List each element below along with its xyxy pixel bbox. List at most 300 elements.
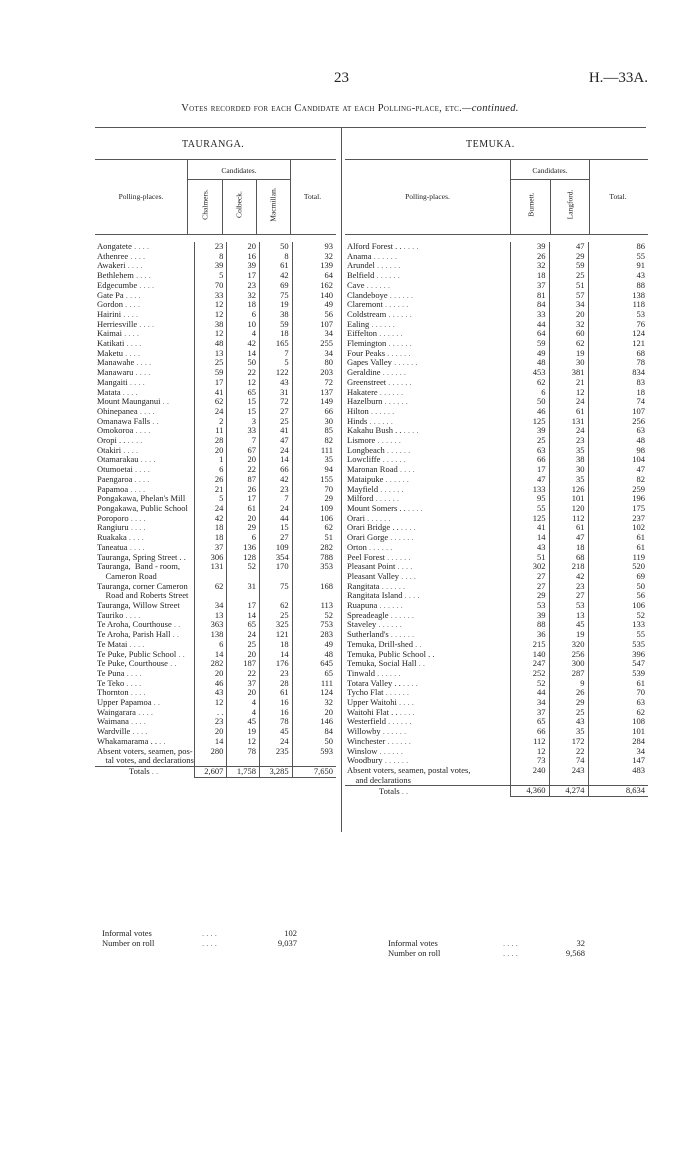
vote-cell: 20 xyxy=(194,727,227,737)
polling-place-name: Rangiuru xyxy=(97,523,129,533)
vote-cell: 69 xyxy=(260,281,293,291)
row-total-cell: 111 xyxy=(292,446,336,456)
table-row xyxy=(345,717,648,727)
vote-cell: 381 xyxy=(549,368,588,378)
row-total-cell: 52 xyxy=(588,611,648,621)
polling-place-cell xyxy=(95,737,194,747)
polling-place-name: Claremont xyxy=(347,300,383,310)
leader-dots: . . . . . . xyxy=(370,406,395,416)
table-row xyxy=(95,320,336,330)
table-row xyxy=(345,514,648,524)
row-total-cell: 88 xyxy=(588,281,648,291)
leader-dots: . . . . xyxy=(130,523,146,533)
vote-cell: 88 xyxy=(510,620,549,630)
vote-cell: 11 xyxy=(194,426,227,436)
vote-cell xyxy=(260,572,293,582)
polling-place-name: Papamoa xyxy=(97,484,129,494)
vote-cell: 59 xyxy=(260,320,293,330)
polling-place-cell xyxy=(345,349,510,359)
table-row xyxy=(95,291,336,301)
table-row xyxy=(95,271,336,281)
polling-place-name: Te Matai xyxy=(97,639,128,649)
page-heading xyxy=(0,103,700,114)
polling-place-name: Taneatua xyxy=(97,542,128,552)
polling-place-name: Temuka, Drill-shed xyxy=(347,639,413,649)
roll-label: Number on roll xyxy=(388,948,441,958)
leader-dots: . . . . xyxy=(135,465,150,475)
table-row xyxy=(345,543,648,553)
vote-cell: 12 xyxy=(227,378,260,388)
polling-place-cell xyxy=(95,727,194,737)
polling-place-cell xyxy=(95,446,194,456)
vote-cell: 282 xyxy=(194,659,227,669)
table-row xyxy=(345,310,648,320)
polling-place-name: Absent voters, seamen, pos- xyxy=(97,746,193,756)
row-total-cell: 98 xyxy=(588,446,648,456)
vote-cell: 31 xyxy=(227,582,260,592)
polling-place-cell xyxy=(345,591,510,601)
vote-cell: 187 xyxy=(227,659,260,669)
leader-dots: . . . . . . xyxy=(377,668,401,678)
vote-cell: 61 xyxy=(227,504,260,514)
vote-cell: 43 xyxy=(510,543,549,553)
polling-place-name: Poroporo xyxy=(97,513,129,523)
row-total-cell: 108 xyxy=(588,717,648,727)
temuka-candidates-header: Candidates. xyxy=(532,166,568,175)
leader-dots: . . xyxy=(159,736,166,746)
row-total-cell: 593 xyxy=(292,747,336,757)
vote-cell: 42 xyxy=(260,475,293,485)
vote-cell: 30 xyxy=(549,465,588,475)
vote-cell: 109 xyxy=(260,543,293,553)
row-total-cell: 124 xyxy=(588,329,648,339)
table-row xyxy=(345,388,648,398)
vote-cell: 20 xyxy=(227,514,260,524)
totals-label: Totals xyxy=(379,785,400,796)
table-row xyxy=(345,553,648,563)
polling-place-cell xyxy=(345,329,510,339)
polling-place-name: Tauranga, Spring Street . . xyxy=(97,552,186,562)
vote-cell: 44 xyxy=(260,514,293,524)
vote-cell: 75 xyxy=(260,291,293,301)
leader-dots: . . . . xyxy=(399,465,415,475)
polling-place-name: Te Aroha, Courthouse xyxy=(97,620,172,630)
vote-cell: 20 xyxy=(194,446,227,456)
vote-cell: 59 xyxy=(194,368,227,378)
polling-place-name: Orari Bridge . . xyxy=(347,523,399,533)
row-total-cell xyxy=(292,591,336,601)
vote-cell: 37 xyxy=(510,708,549,718)
leader-dots: . . . . . . xyxy=(385,474,409,484)
polling-place-cell xyxy=(95,601,194,611)
table-row xyxy=(95,727,336,737)
table-row xyxy=(95,756,336,766)
row-total-cell: 66 xyxy=(292,407,336,417)
polling-place-name: Upper Papamoa xyxy=(97,698,152,708)
vote-cell: . . xyxy=(194,708,227,718)
polling-place-cell xyxy=(345,426,510,436)
temuka-header xyxy=(345,159,648,235)
leader-dots: . . . . xyxy=(403,242,419,251)
polling-place-name: Orari xyxy=(347,513,365,523)
polling-place-cell xyxy=(95,358,194,368)
leader-dots: . . . . xyxy=(132,727,148,737)
row-total-cell: 753 xyxy=(292,620,336,630)
polling-place-cell xyxy=(95,320,194,330)
vote-cell: 70 xyxy=(194,281,227,291)
polling-place-name: Greenstreet xyxy=(347,377,387,387)
vote-cell: 25 xyxy=(510,436,549,446)
polling-place-cell xyxy=(95,523,194,533)
polling-place-cell xyxy=(95,426,194,436)
polling-place-name: Willowby xyxy=(347,727,381,737)
leader-dots: . . . . . . xyxy=(369,416,393,426)
vote-cell: 72 xyxy=(260,397,293,407)
polling-place-cell xyxy=(345,659,510,669)
table-row xyxy=(345,737,648,747)
row-total-cell: 196 xyxy=(588,494,648,504)
tauranga-footer xyxy=(102,928,297,948)
polling-place-name: Winchester xyxy=(347,736,386,746)
vote-cell: 65 xyxy=(510,717,549,727)
polling-place-cell xyxy=(345,514,510,524)
table-row xyxy=(95,650,336,660)
vote-cell: 33 xyxy=(194,291,227,301)
tauranga-candidates-group xyxy=(187,160,291,234)
leader-dots: . . . . . . xyxy=(376,271,400,281)
table-row xyxy=(95,591,336,601)
table-row xyxy=(95,708,336,718)
leader-dots: . . . . xyxy=(399,707,415,717)
polling-place-name: Manawaru xyxy=(97,368,134,378)
polling-place-cell xyxy=(95,611,194,621)
row-total-cell: 47 xyxy=(588,465,648,475)
vote-cell: 59 xyxy=(510,339,549,349)
row-total-cell: 109 xyxy=(292,504,336,514)
heading-continued: —continued. xyxy=(462,103,519,114)
vote-cell: 17 xyxy=(227,494,260,504)
polling-place-name: Ruakaka xyxy=(97,533,127,543)
polling-place-cell xyxy=(345,630,510,640)
vote-cell: 48 xyxy=(510,358,549,368)
candidate-burnett: Burnett. xyxy=(526,192,536,217)
vote-cell: 14 xyxy=(260,455,293,465)
vote-cell: 42 xyxy=(549,572,588,582)
vote-cell: 16 xyxy=(260,708,293,718)
polling-place-cell xyxy=(345,485,510,495)
vote-cell: 43 xyxy=(549,717,588,727)
leader-dots: . . . . . . xyxy=(385,300,409,310)
vote-cell: 14 xyxy=(227,349,260,359)
leader-dots: . . . . xyxy=(125,290,141,300)
tauranga-candidates-header: Candidates. xyxy=(221,166,257,175)
row-total-cell: 788 xyxy=(292,553,336,563)
row-total-cell: 74 xyxy=(588,397,648,407)
vote-cell: 65 xyxy=(227,620,260,630)
vote-cell: 19 xyxy=(227,727,260,737)
vote-cell: 66 xyxy=(510,455,549,465)
vote-cell xyxy=(549,776,588,786)
polling-place-cell xyxy=(345,679,510,689)
vote-cell: 17 xyxy=(227,271,260,281)
vote-cell: 32 xyxy=(227,291,260,301)
row-total-cell: 72 xyxy=(292,378,336,388)
row-total-cell: 255 xyxy=(292,339,336,349)
row-total-cell: 32 xyxy=(292,252,336,262)
vote-cell: 287 xyxy=(549,669,588,679)
polling-place-cell xyxy=(345,455,510,465)
polling-place-name: Totara Valley . . xyxy=(347,678,401,688)
vote-cell: 66 xyxy=(260,465,293,475)
vote-cell: 46 xyxy=(194,679,227,689)
polling-place-cell xyxy=(345,717,510,727)
polling-place-name: Whakamarama . . xyxy=(97,736,157,746)
vote-cell: 59 xyxy=(549,261,588,271)
vote-cell: 121 xyxy=(260,630,293,640)
leader-dots: . . . . xyxy=(123,445,139,455)
leader-dots: . . . . xyxy=(129,542,145,552)
leader-dots: . . xyxy=(173,620,181,630)
vote-cell: 87 xyxy=(227,475,260,485)
vote-cell: 354 xyxy=(260,553,293,563)
polling-place-name: Athenree xyxy=(97,251,129,261)
tauranga-roll-row xyxy=(102,938,297,948)
row-total-cell: 139 xyxy=(292,261,336,271)
leader-dots: . . . . xyxy=(407,503,423,513)
vote-cell: 61 xyxy=(260,688,293,698)
polling-place-name: Ruapuna xyxy=(347,601,378,611)
row-total-cell: 175 xyxy=(588,504,648,514)
temuka-total-header: Total. xyxy=(609,192,627,201)
table-row xyxy=(345,572,648,582)
polling-place-cell xyxy=(345,727,510,737)
vote-cell: 18 xyxy=(260,329,293,339)
vote-cell: 256 xyxy=(549,650,588,660)
polling-place-name: Awakeri xyxy=(97,261,126,271)
vote-cell: 112 xyxy=(549,514,588,524)
temuka-cand-divider xyxy=(550,179,551,234)
vote-cell: 7 xyxy=(260,494,293,504)
table-row xyxy=(95,543,336,553)
vote-cell: 22 xyxy=(227,465,260,475)
polling-place-name: Coldstream xyxy=(347,309,387,319)
vote-cell: 23 xyxy=(227,281,260,291)
leader-dots: . . . . xyxy=(126,339,142,349)
vote-cell: 325 xyxy=(260,620,293,630)
row-total-cell: 539 xyxy=(588,669,648,679)
table-row xyxy=(95,572,336,582)
table-row xyxy=(345,698,648,708)
vote-cell: 12 xyxy=(227,737,260,747)
row-total-cell: 62 xyxy=(292,523,336,533)
polling-place-name: Pleasant Valley xyxy=(347,571,400,581)
leader-dots: . . . . . . xyxy=(394,358,418,368)
leader-dots: . . xyxy=(151,766,159,777)
vote-cell: 136 xyxy=(227,543,260,553)
leader-dots: . . . . . . xyxy=(371,319,395,329)
row-total-cell: 63 xyxy=(588,698,648,708)
polling-place-cell xyxy=(95,708,194,718)
table-row xyxy=(95,611,336,621)
table-row xyxy=(345,426,648,436)
vote-cell: 165 xyxy=(260,339,293,349)
polling-place-name: Otakiri xyxy=(97,445,122,455)
vote-cell: 300 xyxy=(549,659,588,669)
vote-cell: 243 xyxy=(549,766,588,776)
vote-cell: 14 xyxy=(194,650,227,660)
candidate-total: 1,758 xyxy=(227,766,260,777)
vote-cell: 28 xyxy=(194,436,227,446)
vote-cell: 16 xyxy=(260,698,293,708)
polling-place-cell xyxy=(95,562,194,572)
vote-cell: 22 xyxy=(227,368,260,378)
vote-cell: 65 xyxy=(227,388,260,398)
polling-place-cell xyxy=(95,271,194,281)
polling-place-name: Kaimai xyxy=(97,329,123,339)
vote-cell: 24 xyxy=(260,446,293,456)
polling-place-name: Longbeach xyxy=(347,445,385,455)
leader-dots: . . . . . . xyxy=(375,494,399,504)
row-total-cell: 107 xyxy=(588,407,648,417)
table-row xyxy=(345,582,648,592)
candidate-total: 3,285 xyxy=(260,766,293,777)
totals-row xyxy=(95,766,336,777)
polling-place-name: Waimana xyxy=(97,717,129,727)
vote-cell: 44 xyxy=(510,320,549,330)
leader-dots: . . xyxy=(418,659,426,669)
polling-place-name: Manawahe xyxy=(97,358,135,368)
table-row xyxy=(95,533,336,543)
polling-place-cell xyxy=(345,417,510,427)
row-total-cell: 82 xyxy=(588,475,648,485)
polling-place-name: Spreadeagle xyxy=(347,610,389,620)
vote-cell: 218 xyxy=(549,562,588,572)
row-total-cell: 29 xyxy=(292,494,336,504)
table-row xyxy=(345,242,648,252)
vote-cell: 20 xyxy=(227,242,260,252)
table-row xyxy=(95,242,336,252)
vote-cell: 95 xyxy=(510,494,549,504)
tauranga-number-on-roll: 9,037 xyxy=(277,938,297,948)
table-row xyxy=(345,339,648,349)
vote-cell: 133 xyxy=(510,485,549,495)
leader-dots: . . xyxy=(152,416,159,426)
table-row xyxy=(95,737,336,747)
vote-cell: 25 xyxy=(549,708,588,718)
leader-dots: . . . . . . xyxy=(382,727,407,737)
table-row xyxy=(345,281,648,291)
polling-place-cell xyxy=(345,378,510,388)
table-row xyxy=(345,659,648,669)
polling-place-cell xyxy=(345,756,510,766)
row-total-cell: 284 xyxy=(588,737,648,747)
polling-place-name: Cameron Road xyxy=(97,571,157,581)
table-row xyxy=(345,252,648,262)
row-total-cell xyxy=(292,572,336,582)
table-row xyxy=(95,582,336,592)
polling-place-cell xyxy=(345,242,510,252)
polling-place-name: Te Teko xyxy=(97,678,125,688)
table-row xyxy=(95,329,336,339)
polling-place-cell xyxy=(345,271,510,281)
vote-cell: 34 xyxy=(549,300,588,310)
polling-place-cell xyxy=(95,572,194,582)
polling-place-cell xyxy=(95,717,194,727)
leader-dots: . . . . . . xyxy=(390,610,415,620)
polling-place-name: Thornton xyxy=(97,688,129,698)
polling-place-cell xyxy=(95,533,194,543)
totals-label-cell xyxy=(95,766,194,777)
polling-place-cell xyxy=(345,620,510,630)
row-total-cell: 353 xyxy=(292,562,336,572)
vote-cell: 37 xyxy=(194,543,227,553)
polling-place-name: Paengaroa xyxy=(97,474,133,484)
leader-dots: . . . . xyxy=(130,688,146,698)
row-total-cell: 18 xyxy=(588,388,648,398)
temuka-informal-row xyxy=(388,938,585,948)
vote-cell: 125 xyxy=(510,514,549,524)
polling-place-name: Tycho Flat xyxy=(347,688,384,698)
row-total-cell: 49 xyxy=(292,640,336,650)
row-total-cell: 35 xyxy=(292,455,336,465)
temuka-number-on-roll: 9,568 xyxy=(565,948,585,958)
table-row xyxy=(95,630,336,640)
row-total-cell: 483 xyxy=(588,766,648,776)
vote-cell: 24 xyxy=(549,426,588,436)
table-row xyxy=(95,417,336,427)
informal-dots: . . . . xyxy=(503,938,518,948)
row-total-cell: 118 xyxy=(588,300,648,310)
vote-cell: 131 xyxy=(549,417,588,427)
table-row xyxy=(345,368,648,378)
table-row xyxy=(95,514,336,524)
leader-dots: . . . . xyxy=(125,348,140,358)
table-row xyxy=(95,620,336,630)
polling-place-cell xyxy=(95,650,194,660)
polling-place-cell xyxy=(95,669,194,679)
leader-dots: . . . . xyxy=(134,242,149,251)
table-row xyxy=(345,378,648,388)
table-row xyxy=(95,378,336,388)
table-row xyxy=(345,747,648,757)
row-total-cell: 20 xyxy=(292,708,336,718)
vote-cell: 6 xyxy=(194,465,227,475)
polling-place-name: tal votes, and declarations xyxy=(97,756,194,766)
polling-place-name: Tauranga, Band - room, xyxy=(97,562,180,572)
polling-place-cell xyxy=(345,504,510,514)
candidate-chalmers: Chalmers. xyxy=(200,189,210,220)
table-row xyxy=(95,601,336,611)
vote-cell: 31 xyxy=(260,388,293,398)
polling-place-name: Aongatete xyxy=(97,242,132,251)
temuka-table xyxy=(345,242,648,797)
vote-cell: 81 xyxy=(510,291,549,301)
row-total-cell xyxy=(588,776,648,786)
vote-cell: 49 xyxy=(510,349,549,359)
leader-dots: . . . . xyxy=(126,668,142,678)
table-row xyxy=(95,436,336,446)
polling-place-cell xyxy=(345,339,510,349)
temuka-footer xyxy=(388,938,585,958)
vote-cell: 3 xyxy=(227,417,260,427)
vote-cell: 51 xyxy=(510,553,549,563)
polling-place-name: Lowcliffe xyxy=(347,455,381,465)
leader-dots: . . . . xyxy=(129,639,145,649)
polling-place-cell xyxy=(95,553,194,563)
vote-cell: 78 xyxy=(227,747,260,757)
vote-cell: 35 xyxy=(549,727,588,737)
polling-place-cell xyxy=(95,388,194,398)
